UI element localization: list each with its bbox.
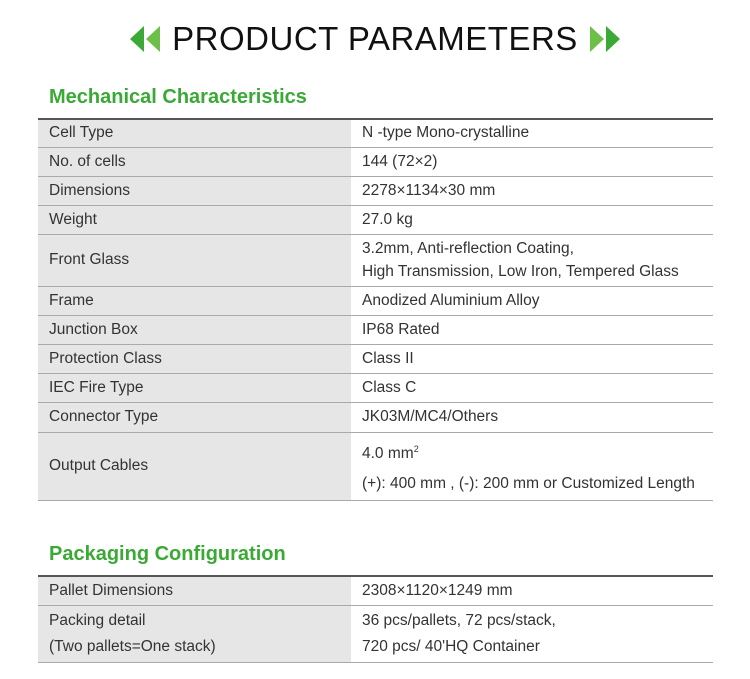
row-label: No. of cells <box>38 147 351 176</box>
row-value: Class C <box>351 373 713 402</box>
table-row <box>38 373 713 402</box>
right-arrow-icon <box>588 24 622 54</box>
page-header <box>0 14 750 64</box>
table-row <box>38 605 713 662</box>
table-row <box>38 402 713 432</box>
table-row <box>38 315 713 344</box>
packaging-section-title: Packaging Configuration <box>49 543 286 565</box>
row-value: 144 (72×2) <box>351 147 713 176</box>
row-value: Anodized Aluminium Alloy <box>351 286 713 315</box>
value-line: 720 pcs/ 40'HQ Container <box>362 637 540 655</box>
row-label: Output Cables <box>38 432 351 500</box>
table-row <box>38 234 713 286</box>
row-label: Connector Type <box>38 402 351 432</box>
row-label: Cell Type <box>38 119 351 147</box>
row-label: Pallet Dimensions <box>38 576 351 605</box>
row-value: 27.0 kg <box>351 205 713 234</box>
value-line <box>362 434 713 469</box>
row-value: JK03M/MC4/Others <box>351 402 713 432</box>
value-text: 4.0 mm <box>362 444 414 462</box>
row-label: Front Glass <box>38 234 351 286</box>
left-arrow-icon <box>128 24 162 54</box>
row-label: Dimensions <box>38 176 351 205</box>
value-line: 3.2mm, Anti-reflection Coating, <box>362 240 574 257</box>
table-row <box>38 205 713 234</box>
page-title: PRODUCT PARAMETERS <box>172 20 578 57</box>
value-line: (+): 400 mm , (-): 200 mm or Customized Length <box>362 474 695 492</box>
row-label: Protection Class <box>38 344 351 373</box>
table-row <box>38 176 713 205</box>
row-label <box>38 605 351 662</box>
table-row <box>38 119 713 147</box>
packaging-table <box>38 575 713 663</box>
row-label: Junction Box <box>38 315 351 344</box>
label-line: Packing detail <box>49 611 146 629</box>
label-line: (Two pallets=One stack) <box>49 637 216 655</box>
row-value: Class II <box>351 344 713 373</box>
row-label: IEC Fire Type <box>38 373 351 402</box>
row-value <box>351 234 713 286</box>
row-label: Frame <box>38 286 351 315</box>
row-label: Weight <box>38 205 351 234</box>
row-value: N -type Mono-crystalline <box>351 119 713 147</box>
row-value: IP68 Rated <box>351 315 713 344</box>
table-row <box>38 344 713 373</box>
table-row <box>38 576 713 605</box>
row-value: 2308×1120×1249 mm <box>351 576 713 605</box>
row-value <box>351 605 713 662</box>
value-line: 36 pcs/pallets, 72 pcs/stack, <box>362 611 556 629</box>
table-row <box>38 432 713 500</box>
table-row <box>38 286 713 315</box>
table-row <box>38 147 713 176</box>
value-line: High Transmission, Low Iron, Tempered Glass <box>362 263 679 280</box>
row-value: 2278×1134×30 mm <box>351 176 713 205</box>
mechanical-table <box>38 118 713 501</box>
row-value <box>351 432 713 500</box>
superscript: 2 <box>413 443 419 454</box>
mechanical-section-title: Mechanical Characteristics <box>49 86 307 108</box>
